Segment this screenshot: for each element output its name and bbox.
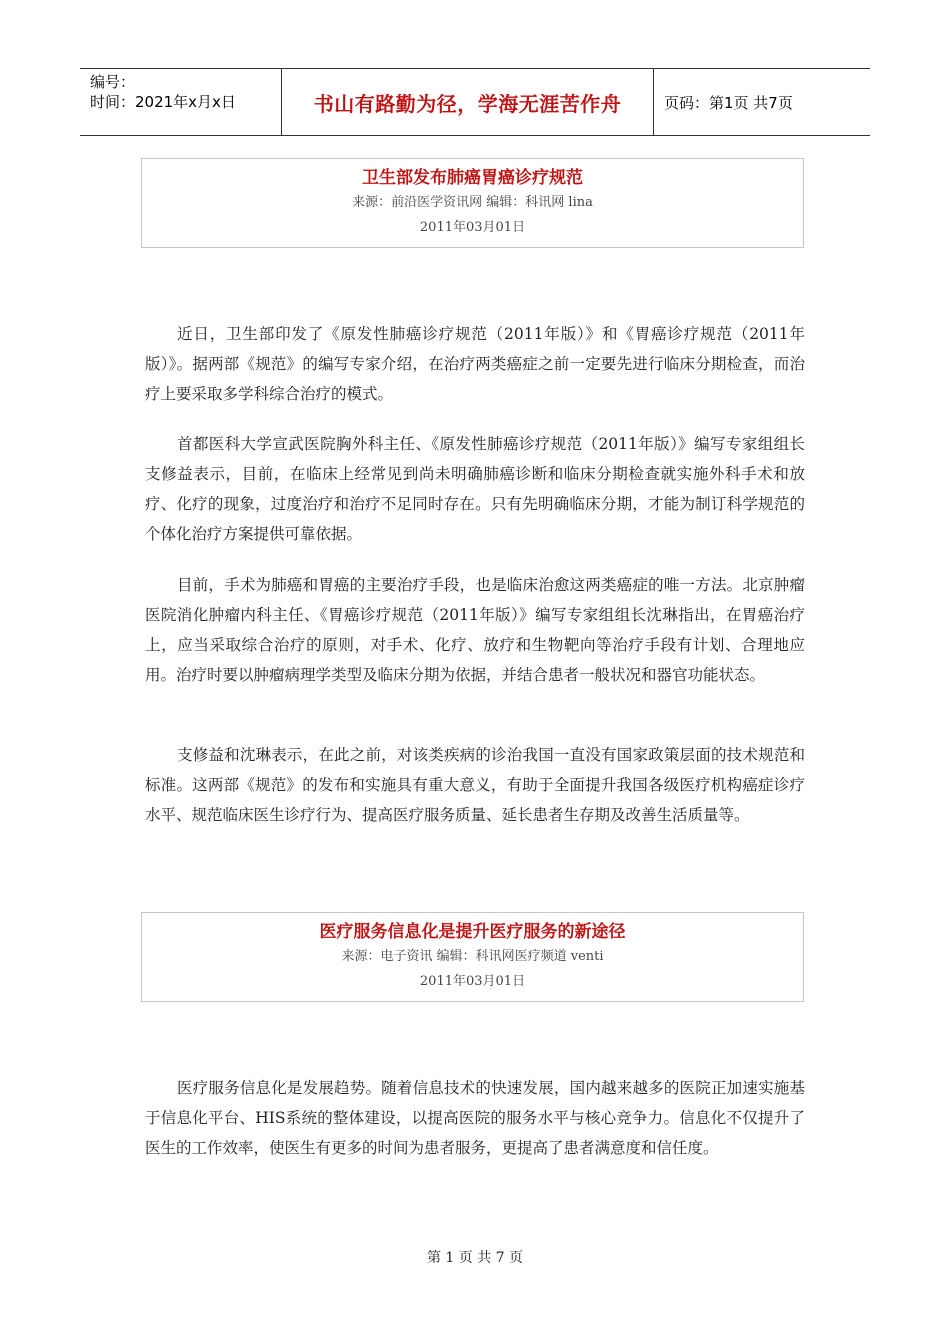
article-2-meta: 来源：电子资讯 编辑：科讯网医疗频道 venti — [341, 949, 604, 964]
header-info-cell — [80, 69, 282, 135]
article-1-paragraph-4: 支修益和沈琳表示，在此之前，对该类疾病的诊治我国一直没有国家政策层面的技术规范和标准。这两部《规范》的发布和实施具有重大意义，有助于全面提升我国各级医疗机构癌症诊疗水平、规范临床医生诊疗行为、提高医疗服务质量、延长患者生存期及改善生活质量等。 — [145, 746, 805, 824]
article-2-header-box — [141, 912, 804, 1002]
page-footer: 第 1 页 共 7 页 — [426, 1250, 524, 1266]
page-header — [80, 68, 870, 136]
article-2-paragraph-1: 医疗服务信息化是发展趋势。随着信息技术的快速发展，国内越来越多的医院正加速实施基于信息化平台、HIS系统的整体建设，以提高医院的服务水平与核心竞争力。信息化不仅提升了医生的工作效率，使医生有更多的时间为患者服务，更提高了患者满意度和信任度。 — [145, 1079, 805, 1157]
number-label: 编号： — [90, 73, 136, 91]
article-1-paragraph-1: 近日，卫生部印发了《原发性肺癌诊疗规范（2011年版）》和《胃癌诊疗规范（2011年版）》。据两部《规范》的编写专家介绍，在治疗两类癌症之前一定要先进行临床分期检查，而治疗上要采取多学科综合治疗的模式。 — [145, 325, 805, 403]
article-1-paragraph-2: 首都医科大学宣武医院胸外科主任、《原发性肺癌诊疗规范（2011年版）》编写专家组组长支修益表示，目前，在临床上经常见到尚未明确肺癌诊断和临床分期检查就实施外科手术和放疗、化疗的现象，过度治疗和治疗不足同时存在。只有先明确临床分期，才能为制订科学规范的个体化治疗方案提供可靠依据。 — [145, 435, 805, 543]
header-page-info: 页码：第1页 共7页 — [664, 93, 793, 112]
article-1-date: 2011年03月01日 — [419, 220, 526, 235]
header-motto: 书山有路勤为径，学海无涯苦作舟 — [282, 69, 654, 135]
article-1-paragraph-3: 目前，手术为肺癌和胃癌的主要治疗手段，也是临床治愈这两类癌症的唯一方法。北京肿瘤医院消化肿瘤内科主任、《胃癌诊疗规范（2011年版）》编写专家组组长沈琳指出，在胃癌治疗上，应当采取综合治疗的原则，对手术、化疗、放疗和生物靶向等治疗手段有计划、合理地应用。治疗时要以肿瘤病理学类型及临床分期为依据，并结合患者一般状况和器官功能状态。 — [145, 576, 805, 684]
article-2-title: 医疗服务信息化是提升医疗服务的新途径 — [319, 922, 626, 942]
date-label: 时间：2021年x月x日 — [90, 93, 236, 111]
article-1-header-box — [141, 158, 804, 248]
article-1-title: 卫生部发布肺癌胃癌诊疗规范 — [362, 168, 583, 188]
article-2-date: 2011年03月01日 — [419, 974, 526, 989]
article-1-meta: 来源：前沿医学资讯网 编辑：科讯网 lina — [352, 195, 593, 210]
